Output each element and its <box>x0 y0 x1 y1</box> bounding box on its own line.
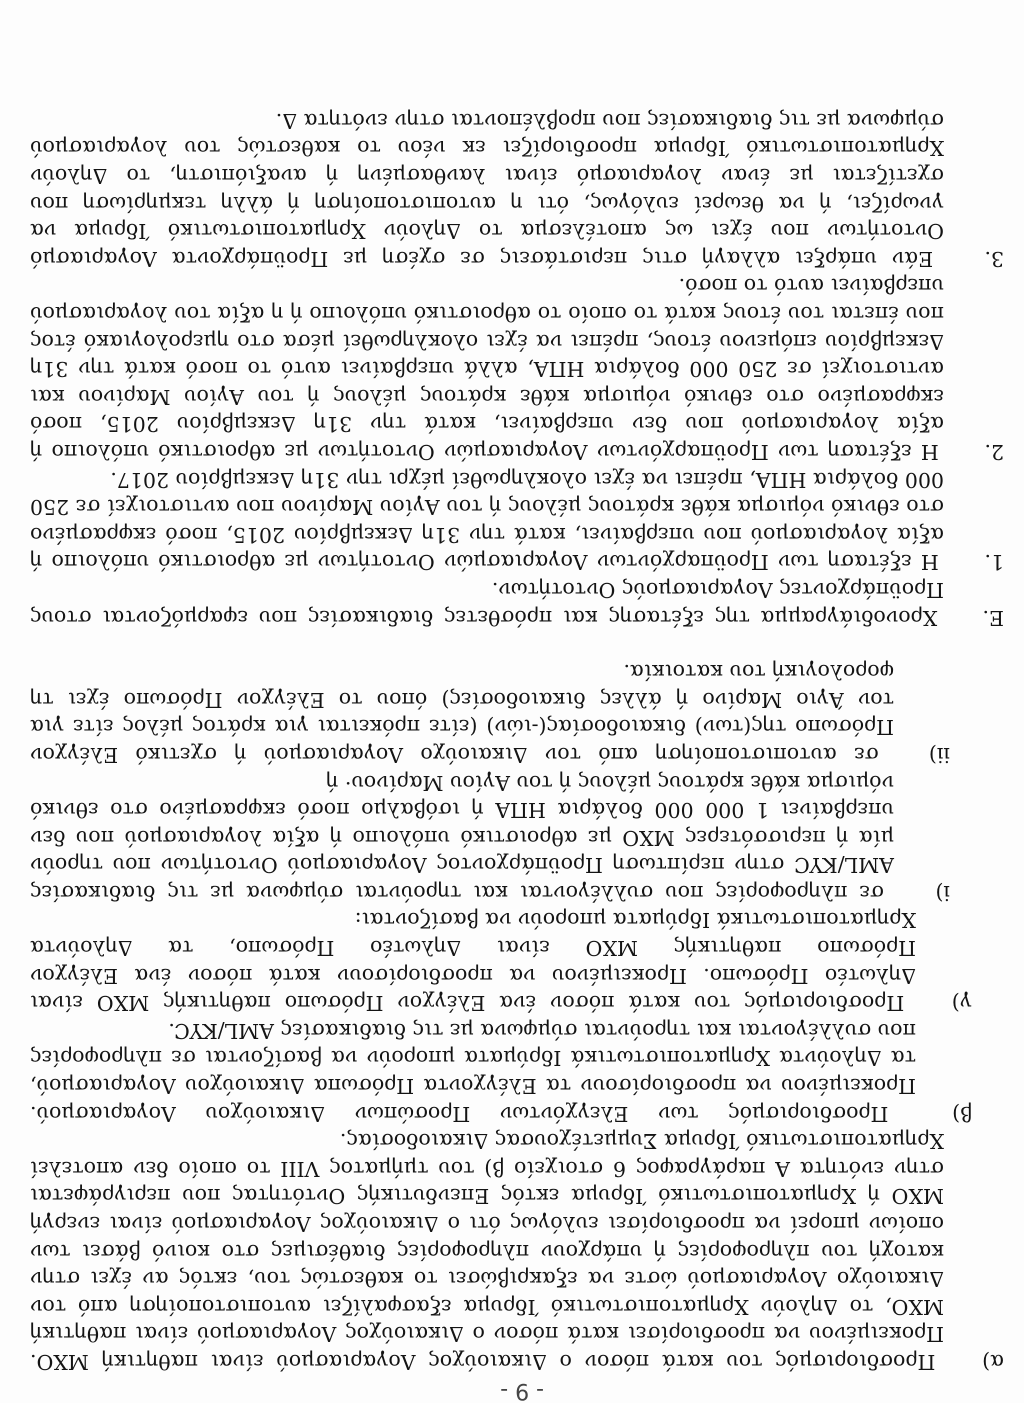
paragraph-d-alpha <box>30 1127 1004 1375</box>
paragraph-label: γ) <box>951 991 972 1016</box>
section-e-heading <box>30 575 1004 630</box>
list-item-label: ii) <box>928 742 950 767</box>
paragraph-label: β) <box>952 1101 972 1126</box>
section-e-item-3 <box>30 106 1004 272</box>
list-item-text: Εάν υπάρξει αλλαγή στις περιστάσεις σε σχέση με Προϋπάρχοντα Λογαριασμό Οντοτήτων που έχει ως αποτέλεσμα το Δηλούν Χρηματοπιστωτικό Ίδρυμα να γνωρίζει, ή να θεωρεί ευλόγως, ότι η αυτοπιστοποίηση ή άλλη τεκμηρίωση που σχετίζεται με έναν λογαριασμό είναι λανθασμένη ή αναξιόπιστη, το Δηλούν Χρηματοπιστωτικό Ίδρυμα προσδιορίζει εκ νέου το καθεστώς του λογαριασμού σύμφωνα με τις διαδικασίες που προβλέπονται στην ενότητα Δ. <box>30 108 944 271</box>
document-body <box>30 106 1004 1375</box>
section-label: Ε. <box>982 605 1004 630</box>
section-e-item-1 <box>30 465 1004 575</box>
list-item-text: Η εξέταση των Προϋπαρχόντων Λογαριασμών Οντοτήτων με αθροιστικό υπόλοιπο ή αξία λογαριασμού που δεν υπερβαίνει, κατά την 31η Δεκεμβρίου 2015, ποσό εκφρασμένο στο εθνικό νόμισμα κάθε κράτους μέλους ή του Αγίου Μαρίνου και αντιστοιχεί σε 250 000 δολάρια ΗΠΑ, αλλά υπερβαίνει αυτό το ποσό κατά την 31η Δεκεμβρίου επόμενου έτους, πρέπει να έχει ολοκληρωθεί μέσα στο ημερολογιακό έτος που έπεται του έτους κατά το οποίο το αθροιστικό υπόλοιπο ή η αξία του λογαριασμού υπερβαίνει αυτό το ποσό. <box>30 274 944 464</box>
section-e-item-2 <box>30 272 1004 465</box>
list-item-label: 3. <box>984 246 1004 271</box>
list-item-text: σε αυτοπιστοποίηση από τον Δικαιούχο Λογαριασμού ή σχετικό Ελέγχον Πρόσωπο της(των) δικαιοδοσίας(-ιών) (είτε πρόκειται για κράτος μέλος είτε για τον Άγιο Μαρίνο ή άλλες δικαιοδοσίες) όπου το Ελέγχον Πρόσωπο έχει τη φορολογική του κατοικία. <box>30 660 894 767</box>
list-item-text: Η εξέταση των Προϋπαρχόντων Λογαριασμών Οντοτήτων με αθροιστικό υπόλοιπο ή αξία λογαριασμού που υπερβαίνει, κατά την 31η Δεκεμβρίου 2015, ποσό εκφρασμένο στο εθνικό νόμισμα κάθε κράτους μέλους ή του Αγίου Μαρίνου που αντιστοιχεί σε 250 000 δολάρια ΗΠΑ, πρέπει να έχει ολοκληρωθεί μέχρι την 31η Δεκεμβρίου 2017. <box>30 467 944 575</box>
section-text: Χρονοδιάγραμμα της εξέτασης και πρόσθετες διαδικασίες που εφαρμόζονται στους Προϋπάρχοντες Λογαριασμούς Οντοτήτων. <box>30 577 944 630</box>
list-item-gamma-ii <box>30 658 974 768</box>
list-item-gamma-i <box>30 768 974 906</box>
paragraph-text: Προσδιορισμός των Ελεγχόντων Προσώπων Δικαιούχου Λογαριασμού. Προκειμένου να προσδιορίσουν τα Ελέγχοντα Πρόσωπα Δικαιούχου Λογαριασμού, τα Δηλούντα Χρηματοπιστωτικά Ιδρύματα μπορούν να βασίζονται σε πληροφορίες που συλλέγονται και τηρούνται σύμφωνα με τις διαδικασίες AML/KYC. <box>30 1018 916 1126</box>
list-item-label: 1. <box>984 550 1004 575</box>
paragraph-d-beta <box>30 1016 974 1126</box>
paragraph-text: Προσδιορισμός του κατά πόσον ο Δικαιούχος Λογαριασμού είναι παθητική ΜΧΟ. Προκειμένου να προσδιορίσει κατά πόσον ο Δικαιούχος Λογαριασμού είναι παθητική ΜΧΟ, το Δηλούν Χρηματοπιστωτικό Ίδρυμα εξασφαλίζει αυτοπιστοποίηση από τον Δικαιούχο Λογαριασμού ώστε να εξακριβώσει το καθεστώς του, εκτός αν έχει στην κατοχή του πληροφορίες ή υπάρχουν πληροφορίες διαθέσιμες στο κοινό βάσει των οποίων μπορεί να προσδιορίσει ευλόγως ότι ο Δικαιούχος Λογαριασμού είναι ενεργή ΜΧΟ ή Χρηματοπιστωτικό Ίδρυμα εκτός Επενδυτικής Οντότητας που περιγράφεται στην ενότητα Α παράγραφος 6 στοιχείο β) του τμήματος VIII το οποίο δεν αποτελεί Χρηματοπιστωτικό Ίδρυμα Συμμετέχουσας Δικαιοδοσίας. <box>30 1129 944 1374</box>
paragraph-d-gamma <box>30 906 974 1016</box>
paragraph-label: α) <box>982 1350 1004 1374</box>
list-item-label: i) <box>935 880 950 905</box>
page-number-mark: - 9 - <box>500 1378 544 1403</box>
paragraph-text: Προσδιορισμός του κατά πόσον ένα Ελέγχον Πρόσωπο παθητικής ΜΧΟ είναι Δηλωτέο Πρόσωπο. Προκειμένου να προσδιορίσουν κατά πόσον ένα Ελέγχον Πρόσωπο παθητικής ΜΧΟ είναι Δηλωτέο Πρόσωπο, τα Δηλούντα Χρηματοπιστωτικά Ιδρύματα μπορούν να βασίζονται: <box>30 908 916 1016</box>
list-item-label: 2. <box>984 440 1004 464</box>
list-item-text: σε πληροφορίες που συλλέγονται και τηρούνται σύμφωνα με τις διαδικασίες AML/KYC στην περίπτωση Προϋπάρχοντος Λογαριασμού Οντοτήτων που τηρούν μία ή περισσότερες ΜΧΟ με αθροιστικό υπόλοιπο ή αξία λογαριασμού που δεν υπερβαίνει 1 000 000 δολάρια ΗΠΑ ή ισόβαλμο ποσό εκφρασμένο στο εθνικό νόμισμα κάθε κράτους μέλους ή του Αγίου Μαρίνου· ή <box>30 770 894 905</box>
